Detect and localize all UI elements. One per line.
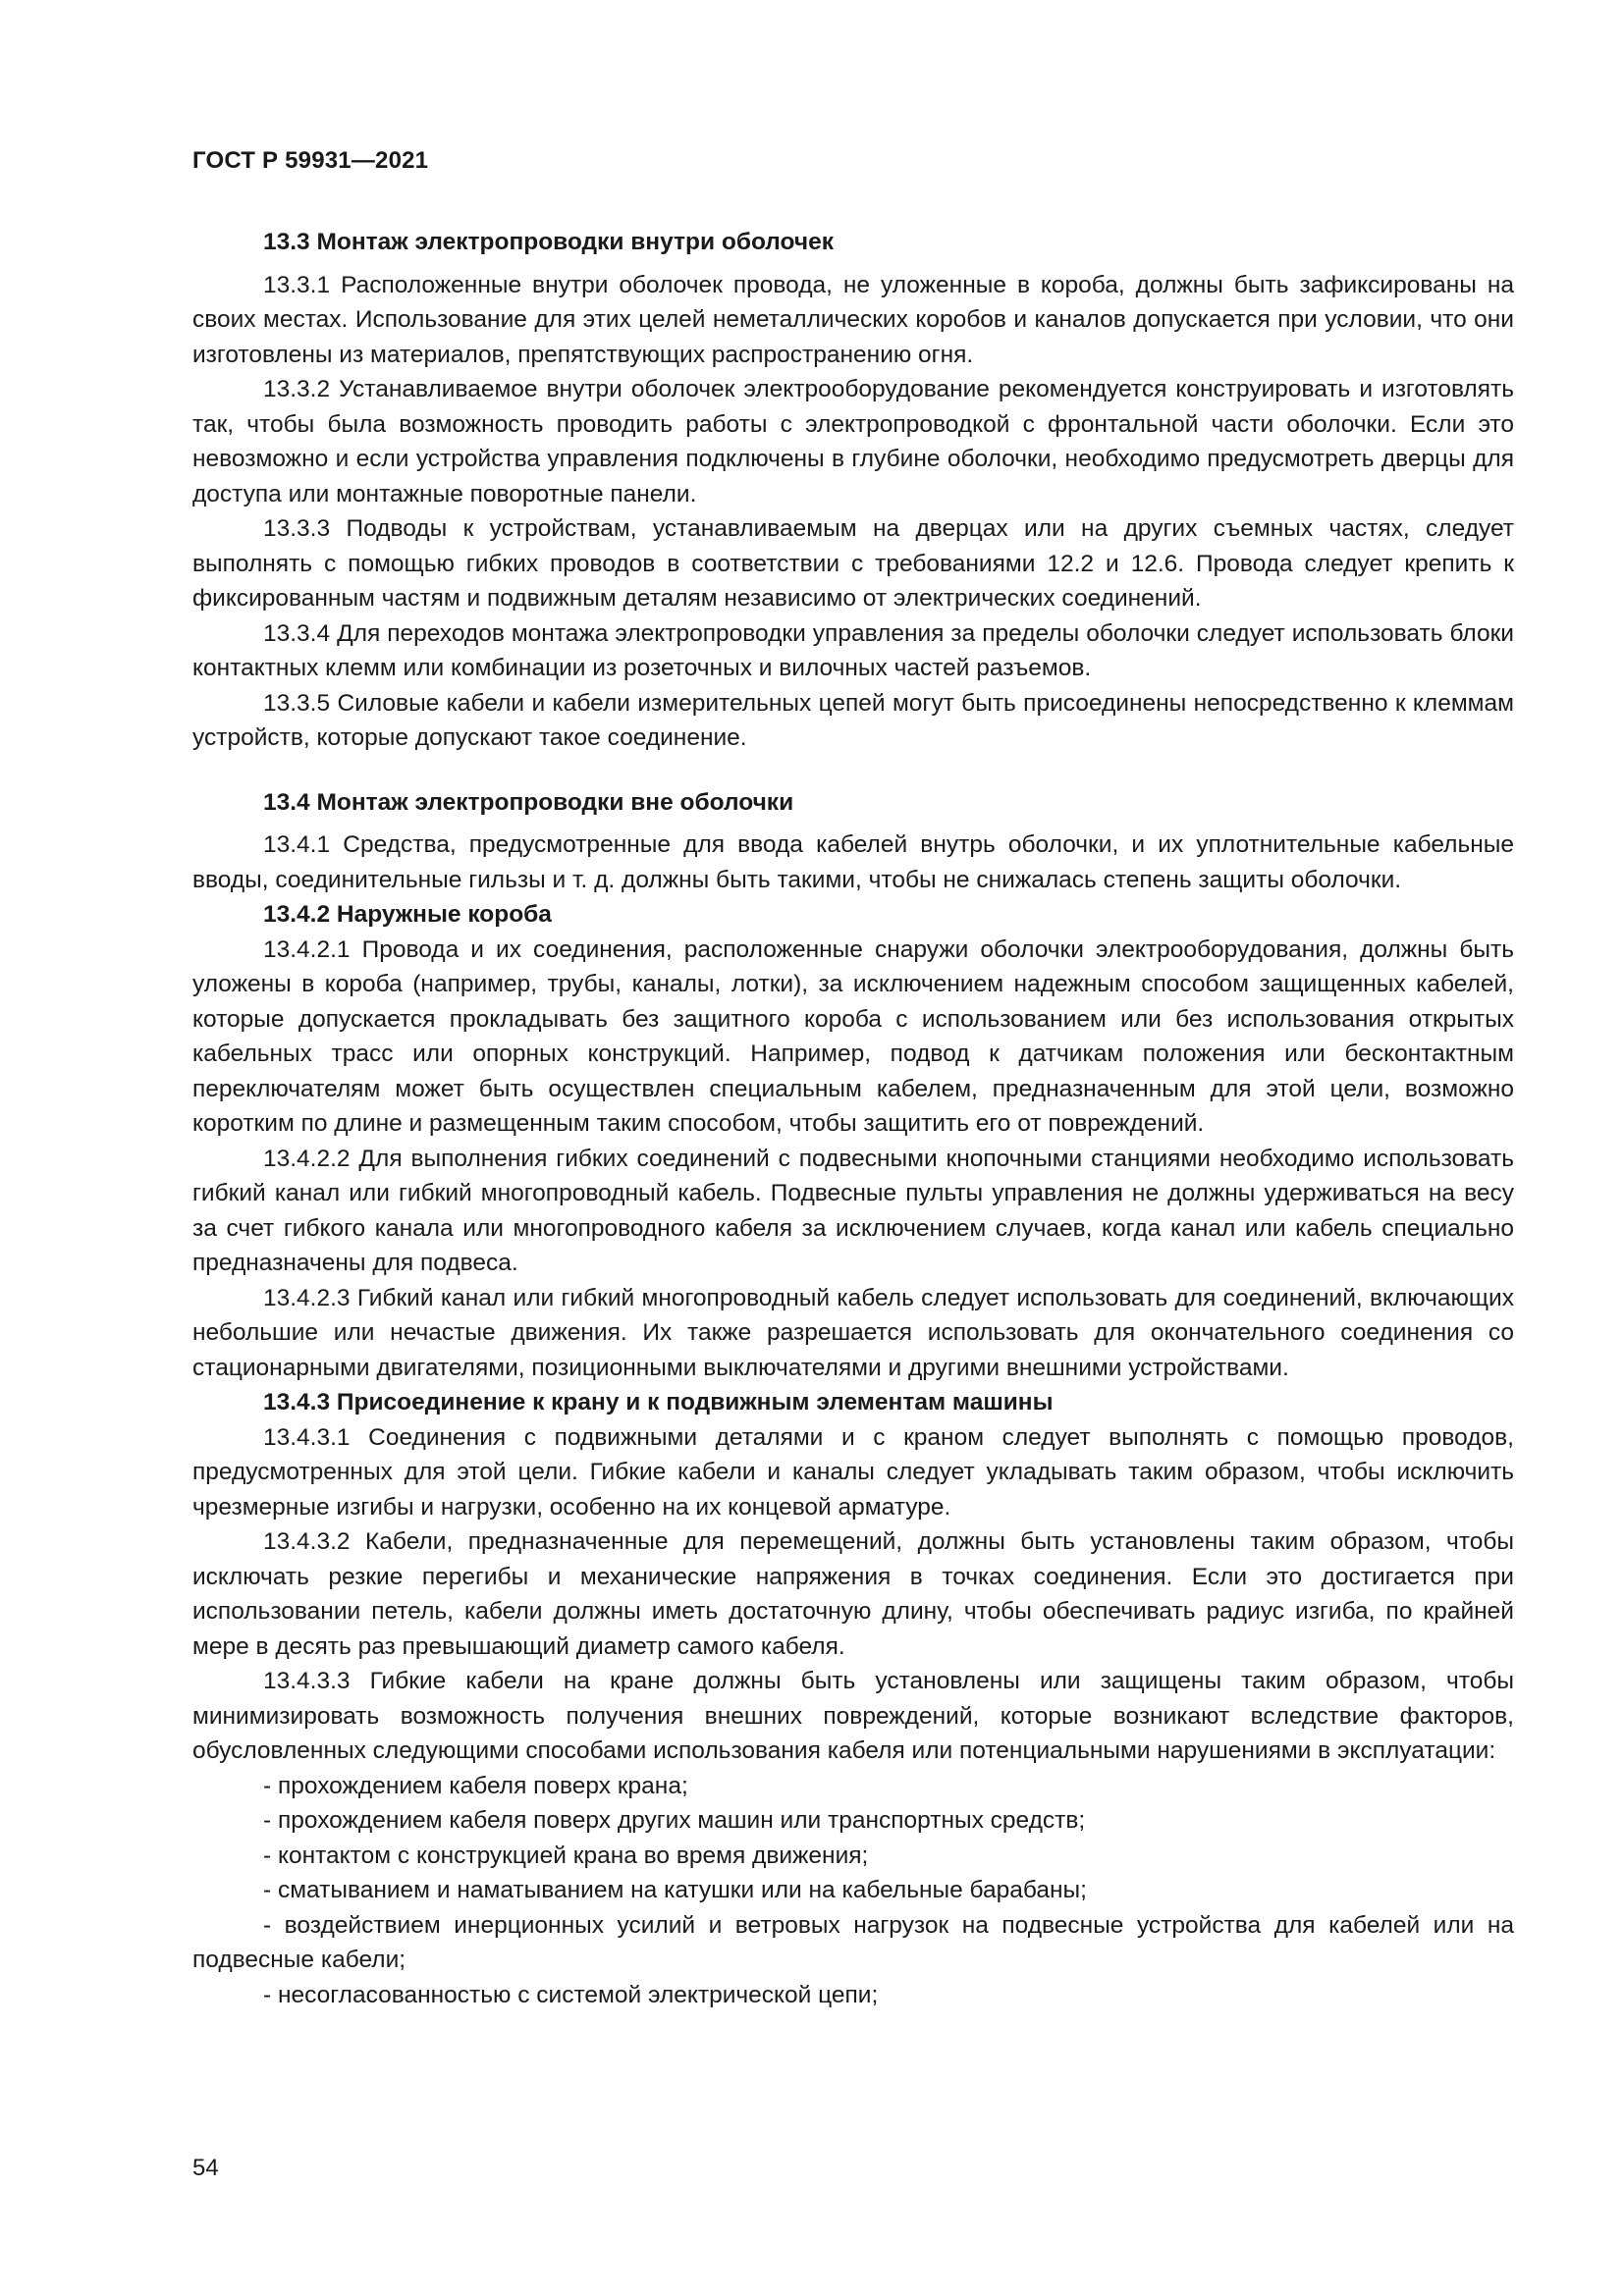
paragraph-13-4-3-2: 13.4.3.2 Кабели, предназначенные для перемещений, должны быть установлены таким образом, чтобы исключать резкие перегибы и механические напряжения в точках соединения. Если это достигается при использовании петель, кабели должны иметь достаточную длину, чтобы обеспечивать радиус изгиба, по крайней мере в десять раз превышающий диаметр самого кабеля. bbox=[192, 1528, 1514, 1660]
paragraph-13-3-2: 13.3.2 Устанавливаемое внутри оболочек электрооборудование рекомендуется конструировать и изготовлять так, чтобы была возможность проводить работы с электропроводкой с фронтальной части оболочки. Если это невозможно и если устройства управления подключены в глубине оболочки, необходимо предусмотреть дверцы для доступа или монтажные поворотные панели. bbox=[192, 376, 1514, 507]
paragraph-13-4-3-1: 13.4.3.1 Соединения с подвижными деталями и с краном следует выполнять с помощью проводов, предусмотренных для этой цели. Гибкие кабели и каналы следует укладывать таким образом, чтобы исключить чрезмерные изгибы и нагрузки, особенно на их концевой арматуре. bbox=[192, 1423, 1514, 1521]
section-heading-13-4: 13.4 Монтаж электропроводки вне оболочки bbox=[263, 788, 794, 816]
paragraph-13-4-2-1: 13.4.2.1 Провода и их соединения, расположенные снаружи оболочки электрооборудования, должны быть уложены в короба (например, трубы, каналы, лотки), за исключением надежным способом защищенных кабелей, которые допускается прокладывать без защитного короба с использованием или без использования открытых кабельных трасс или опорных конструкций. Например, подвод к датчикам положения или бесконтактным переключателям может быть осуществлен специальным кабелем, предназначенным для этой цели, возможно коротким по длине и размещенным таким способом, чтобы защитить его от повреждений. bbox=[192, 935, 1514, 1137]
list-item: - прохождением кабеля поверх других машин или транспортных средств; bbox=[263, 1807, 1086, 1834]
page-number: 54 bbox=[192, 2155, 219, 2181]
paragraph-13-3-5: 13.3.5 Силовые кабели и кабели измерительных цепей могут быть присоединены непосредственно к клеммам устройств, которые допускают такое соединение. bbox=[192, 689, 1514, 751]
document-body bbox=[192, 225, 1514, 2012]
paragraph-13-4-2-3: 13.4.2.3 Гибкий канал или гибкий многопроводный кабель следует использовать для соединений, включающих небольшие или нечастые движения. Их также разрешается использовать для окончательного соединения со стационарными двигателями, позиционными выключателями и другими внешними устройствами. bbox=[192, 1284, 1514, 1381]
subsection-heading-13-4-3: 13.4.3 Присоединение к крану и к подвижным элементам машины bbox=[263, 1389, 1054, 1415]
paragraph-13-4-2-2: 13.4.2.2 Для выполнения гибких соединений с подвесными кнопочными станциями необходимо использовать гибкий канал или гибкий многопроводный кабель. Подвесные пульты управления не должны удерживаться на весу за счет гибкого канала или многопроводного кабеля за исключением случаев, когда канал или кабель специально предназначены для подвеса. bbox=[192, 1145, 1514, 1276]
list-item: - воздействием инерционных усилий и ветровых нагрузок на подвесные устройства для кабелей или на подвесные кабели; bbox=[192, 1911, 1514, 1973]
paragraph-13-3-1: 13.3.1 Расположенные внутри оболочек провода, не уложенные в короба, должны быть зафиксированы на своих местах. Использование для этих целей неметаллических коробов и каналов допускается при условии, что они изготовлены из материалов, препятствующих распространению огня. bbox=[192, 271, 1514, 368]
section-heading-13-3: 13.3 Монтаж электропроводки внутри оболочек bbox=[263, 229, 835, 255]
document-header: ГОСТ Р 59931—2021 bbox=[192, 147, 429, 174]
paragraph-13-4-1: 13.4.1 Средства, предусмотренные для ввода кабелей внутрь оболочки, и их уплотнительные кабельные вводы, соединительные гильзы и т. д. должны быть такими, чтобы не снижалась степень защиты оболочки. bbox=[192, 831, 1514, 893]
paragraph-13-3-3: 13.3.3 Подводы к устройствам, устанавливаемым на дверцах или на других съемных частях, следует выполнять с помощью гибких проводов в соответствии с требованиями 12.2 и 12.6. Провода следует крепить к фиксированным частям и подвижным деталям независимо от электрических соединений. bbox=[192, 515, 1514, 612]
list-item: - сматыванием и наматыванием на катушки или на кабельные барабаны; bbox=[263, 1877, 1087, 1903]
list-item: - прохождением кабеля поверх крана; bbox=[263, 1772, 688, 1799]
paragraph-13-3-4: 13.3.4 Для переходов монтажа электропроводки управления за пределы оболочки следует использовать блоки контактных клемм или комбинации из розеточных и вилочных частей разъемов. bbox=[192, 619, 1514, 681]
paragraph-13-4-3-3: 13.4.3.3 Гибкие кабели на кране должны быть установлены или защищены таким образом, чтобы минимизировать возможность получения внешних повреждений, которые возникают вследствие факторов, обусловленных следующими способами использования кабеля или потенциальными нарушениями в эксплуатации: bbox=[192, 1668, 1514, 1764]
list-item: - несогласованностью с системой электрической цепи; bbox=[263, 1981, 879, 2008]
list-item: - контактом с конструкцией крана во время движения; bbox=[263, 1842, 869, 1869]
subsection-heading-13-4-2: 13.4.2 Наружные короба bbox=[263, 901, 552, 928]
